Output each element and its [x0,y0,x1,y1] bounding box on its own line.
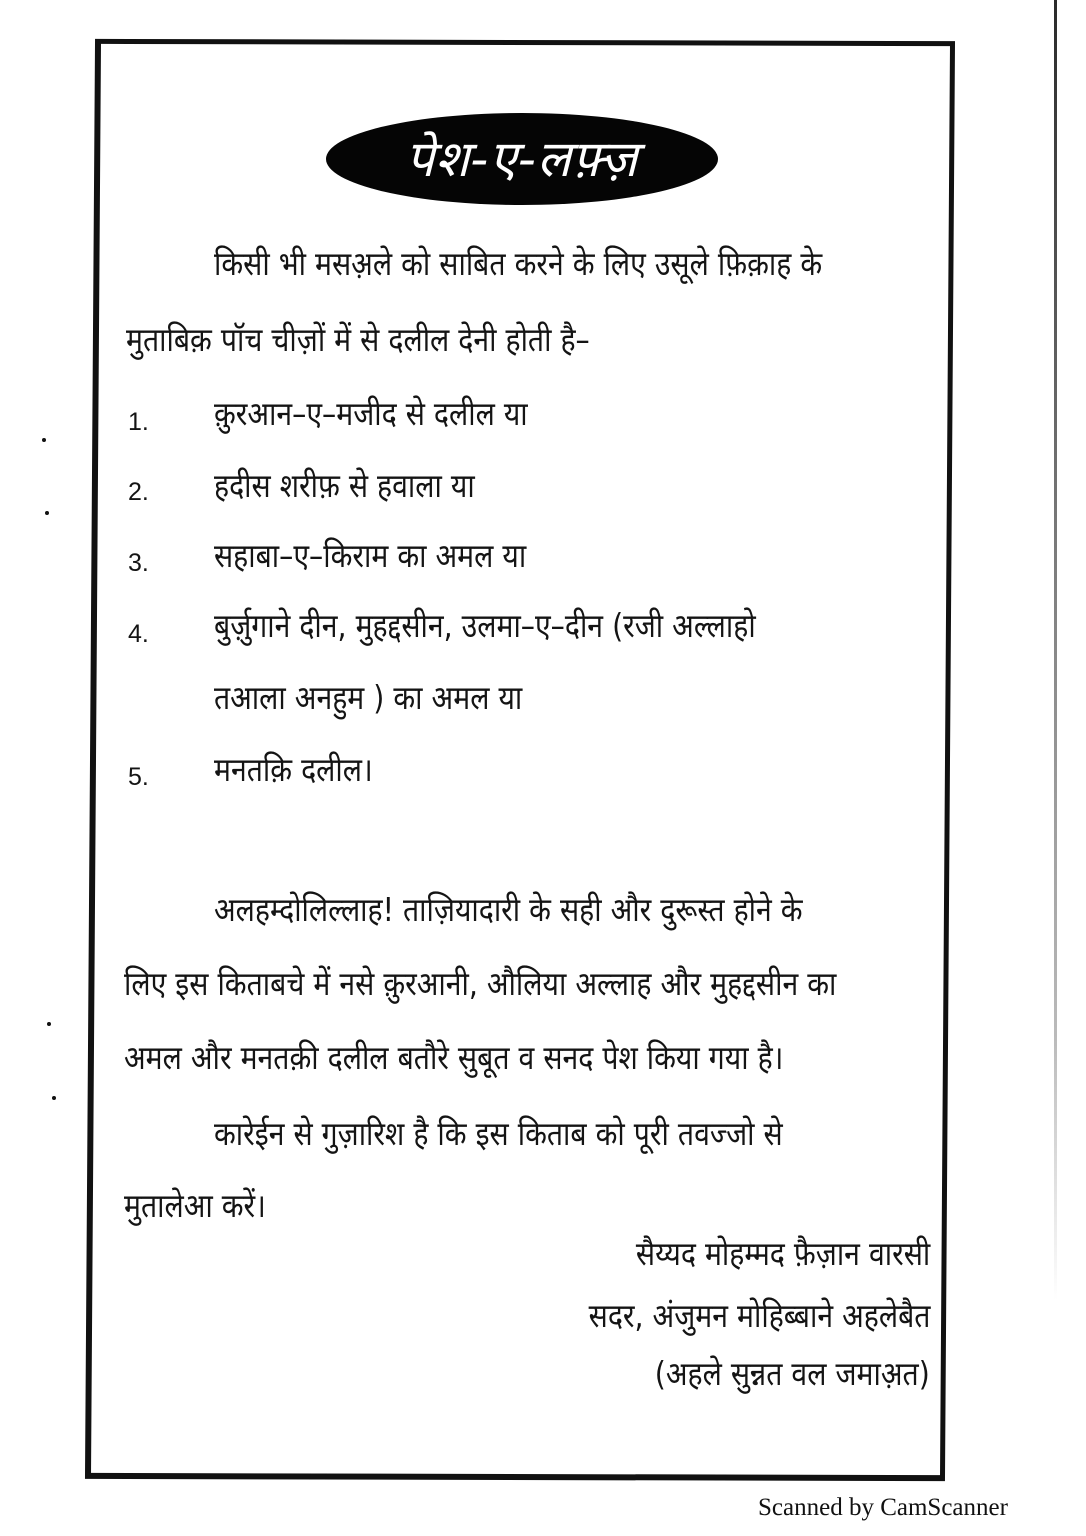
list-item-text: मनतक़ि दलील। [214,750,373,789]
list-item-4 [214,604,756,648]
body-paragraph-3-line-1 [214,1112,783,1156]
intro-paragraph-line-2 [126,318,590,362]
list-item-5 [214,748,373,792]
list-number: 4. [128,620,149,648]
list-item-2 [214,464,475,508]
margin-speck [45,511,49,515]
body-paragraph-3-line-2 [124,1184,266,1228]
list-item-text: बुर्ज़ुगाने दीन, मुहद्दसीन, उलमा–ए–दीन (रजी अल्लाहो [214,606,756,645]
list-item-4-continuation [214,676,522,720]
list-number: 2. [128,478,149,506]
intro-paragraph-line-1 [214,242,919,286]
list-item-text: तआला अनहुम ) का अमल या [214,678,523,717]
list-number: 5. [128,763,149,791]
title-badge [326,113,718,205]
body-paragraph-2-line-3 [124,1036,783,1080]
signature-designation: सदर, अंजुमन मोहिब्बाने अहलेबैत [588,1296,930,1335]
list-item-text: हदीस शरीफ़ से हवाला या [214,466,475,505]
list-item-3 [214,534,526,578]
margin-speck [42,438,46,442]
margin-speck [52,1096,56,1100]
signature-affiliation: (अहले सुन्नत वल जमाअ़त) [654,1354,930,1393]
intro-text: किसी भी मसअ़ले को साबित करने के लिए उसूले फ़िक़ाह के [214,244,823,283]
list-number: 3. [128,549,149,577]
body-paragraph-2-line-1 [214,888,803,932]
paragraph-text: अलहम्दोलिल्लाह! ताज़ियादारी के सही और दुरूस्त होने के [214,890,803,929]
scan-page-edge [1054,0,1057,1300]
paragraph-text: अमल और मनतक़ी दलील बतौरे सुबूत व सनद पेश किया गया है। [124,1038,784,1077]
intro-text: मुताबिक़ पॉच चीज़ों में से दलील देनी होती है– [126,320,590,359]
list-number: 1. [128,408,149,436]
list-item-text: सहाबा–ए–किराम का अमल या [214,536,527,575]
body-paragraph-2-line-2 [124,962,836,1006]
page-title: पेश-ए-लफ़्ज़ [405,130,639,188]
scanner-watermark: Scanned by CamScanner [758,1494,1008,1521]
paragraph-text: मुतालेआ करें। [124,1186,266,1225]
list-item-text: क़ुरआन–ए–मजीद से दलील या [214,394,528,433]
paragraph-text: कारेईन से गुज़ारिश है कि इस किताब को पूरी तवज्जो से [214,1114,783,1153]
list-item-1 [214,392,528,436]
signature-name: सैय्यद मोहम्मद फ़ैज़ान वारसी [635,1234,930,1273]
margin-speck [47,1022,51,1026]
paragraph-text: लिए इस किताबचे में नसे क़ुरआनी, औलिया अल्लाह और मुहद्दसीन का [124,964,837,1003]
